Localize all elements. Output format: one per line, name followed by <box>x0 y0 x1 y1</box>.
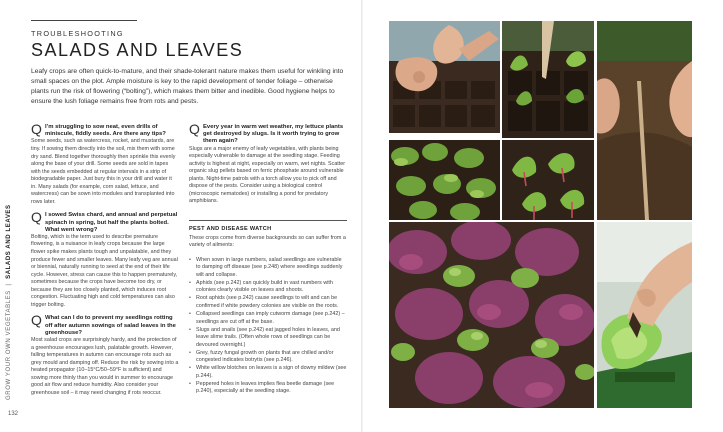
intro-paragraph: Leafy crops are often quick-to-mature, and their shade-tolerant nature makes them useful for winkling into small spaces on the plot. Ample moisture is key to the rapid development of tender foliage – otherwise plants run the risk of flowering (“bolting”), which makes them bitter and inedible. Good hygiene helps to ensure the lush foliage remains free from rots and pests. <box>31 68 344 105</box>
q-mark-icon: Q <box>31 121 42 137</box>
photo-red-and-green-lettuce-bed <box>389 222 594 408</box>
photo-seedlings-and-dibber <box>502 21 594 138</box>
question-heading: Q Every year in warm wet weather, my lettuce plants get destroyed by slugs. Is it worth trying to grow them again? <box>189 121 344 145</box>
photo-hand-holding-lettuce-seedling <box>597 222 692 408</box>
list-item: • Peppered holes in leaves implies flea beetle damage (see p.240), especially at the seedling stage. <box>189 381 347 396</box>
list-item: • Aphids (see p.242) can quickly build in vast numbers with colonies clearly visible on leaves and shoots. <box>189 280 347 295</box>
photo-young-chard-seedlings <box>502 140 594 220</box>
answer-paragraph: Bolting, which is the term used to describe premature flowering, is a nuisance in leafy crops because the large flower spike makes plants tough and unpalatable, and they produce fewer and smaller leaves. Many leafy veg are annual or biennial, naturally running to seed at the end of their life cycle. However, stress can cause this to happen prematurely, sometimes because the crops have become too dry, or because they are too closely planted, which induces root congestion. Fluctuating high and cold temperatures can also trigger bolting. <box>31 233 178 308</box>
spine-prefix: GROW YOUR OWN VEGETABLES <box>6 290 12 400</box>
question-heading: Q I sowed Swiss chard, and annual and perpetual spinach in spring, but half the plants bolted. What went wrong? <box>31 209 178 233</box>
answer-paragraph: Most salad crops are surprisingly hardy, and the protection of a greenhouse encourages lush, palatable growth. However, falling temperatures in autumn can encourage rots such as grey mould and damping off. Reduce the risk by sowing into a heated propagator (10–15°C/50–59°F is sufficient) and sowing more thinly than you would in summer to encourage good air flow and reduce humidity. Also consider your greenhouse soil – it may need changing if rots reoccur. <box>31 337 179 396</box>
list-item: • Grey, fuzzy fungal growth on plants that are chilled and/or congested indicates botrytis (see p.246). <box>189 350 347 365</box>
spine-running-head: GROW YOUR OWN VEGETABLES | SALADS AND LEAVES <box>6 204 12 400</box>
page-number: 132 <box>8 411 19 417</box>
column-right <box>189 121 347 396</box>
spine-section: SALADS AND LEAVES <box>6 204 12 279</box>
page-title: SALADS AND LEAVES <box>31 40 244 60</box>
question-heading: Q What can I do to prevent my seedlings rotting off after autumn sowings of salad leaves in the greenhouse? <box>31 312 176 336</box>
q-mark-icon: Q <box>189 121 200 137</box>
photo-hands-sowing-seeds-in-tray <box>389 21 500 133</box>
list-item: • Root aphids (see p.242) cause seedlings to wilt and can be confirmed if white powdery colonies are visible on the roots. <box>189 295 347 310</box>
pest-watch-list <box>189 257 347 396</box>
photo-leafy-seedlings-in-pots <box>389 140 500 220</box>
pest-watch-rule <box>189 220 347 221</box>
column-left <box>31 121 179 403</box>
list-item: • Slugs and snails (see p.242) eat jagged holes in leaves, and leave slime trails. (Often whole rows of seedlings can be devoured overnight.) <box>189 327 347 350</box>
pest-watch-heading: PEST AND DISEASE WATCH <box>189 225 272 232</box>
question-heading: Q I’m struggling to sow neat, even drills of miniscule, fiddly seeds. Are there any tips? <box>31 121 166 138</box>
page-gutter <box>361 0 363 432</box>
q-mark-icon: Q <box>31 209 42 226</box>
list-item: • White willow blotches on leaves is a sign of downy mildew (see p.244). <box>189 365 347 380</box>
photo-hands-drawing-soil-drill <box>597 21 692 220</box>
list-item: • When sown in large numbers, salad seedlings are vulnerable to damping off disease (see p.248) where seedlings suddenly wilt and collapse. <box>189 257 347 280</box>
answer-paragraph: Some seeds, such as watercress, rocket, and mustards, are tiny. If sowing them directly into the soil, mix them with some dry sand. Blend together thoroughly then sprinkle this evenly along the base of your drill. Some seeds are sold in tapes with the seeds embedded at regular intervals in a strip of biodegradable paper. Just bury this in your drill and water it in. Many salads (for example, corn salad, lettuce, and watercress) can be sown into modules and transplanted into rows later. <box>31 138 176 205</box>
answer-paragraph: Slugs are a major enemy of leafy vegetables, with plants being especially vulnerable to damage at the seedling stage. Feeding activity is highest at night, especially on warm, wet nights. Scatter organic slug pellets based on ferric phosphate around vulnerable plants. Night-time patrols with a torch allow you to pick off and dispose of the pests. Consider using a biological control (microscopic nematodes) or installing a pond for predatory amphibians. <box>189 145 346 205</box>
header-rule <box>31 20 137 21</box>
section-kicker: TROUBLESHOOTING <box>31 29 124 38</box>
q-mark-icon: Q <box>31 312 42 329</box>
list-item: • Collapsed seedlings can imply cutworm damage (see p.242) – seedlings are cut off at the base. <box>189 311 347 326</box>
pest-watch-intro: These crops come from diverse backgrounds so can suffer from a variety of ailments: <box>189 234 346 249</box>
